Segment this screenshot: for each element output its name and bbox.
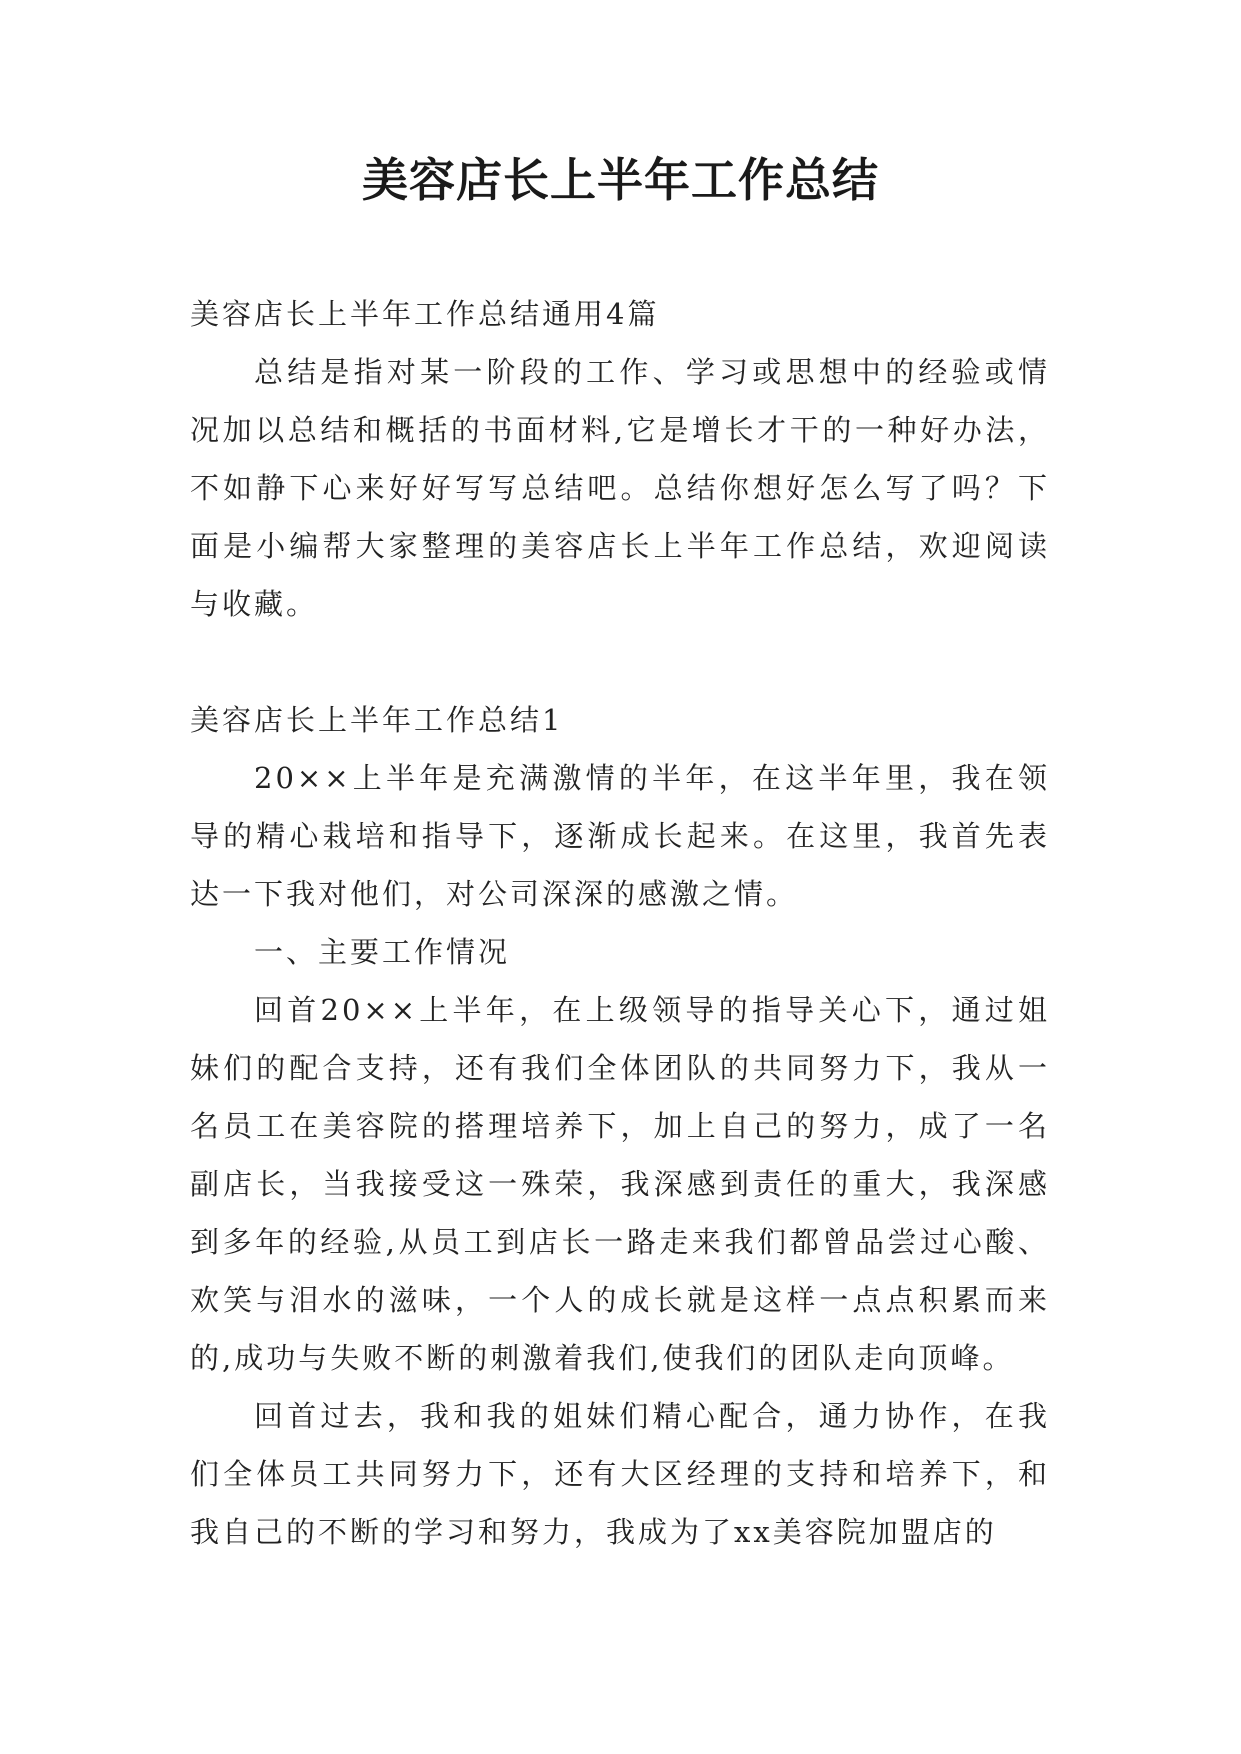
- subtitle-line: 美容店长上半年工作总结通用4篇: [190, 297, 660, 331]
- subsection-heading: 一、主要工作情况: [254, 935, 511, 969]
- paragraph: 回首过去，我和我的姐妹们精心配合，通力协作，在我们全体员工共同努力下，还有大区经理的支持和培养下，和我自己的不断的学习和努力，我成为了xx美容院加盟店的: [190, 1399, 1050, 1549]
- paragraph: 回首20××上半年，在上级领导的指导关心下，通过姐妹们的配合支持，还有我们全体团队的共同努力下，我从一名员工在美容院的搭理培养下，加上自己的努力，成了一名副店长，当我接受这一殊荣，我深感到责任的重大，我深感到多年的经验,从员工到店长一路走来我们都曾品尝过心酸、欢笑与泪水的滋味，一个人的成长就是这样一点点积累而来的,成功与失败不断的刺激着我们,使我们的团队走向顶峰。: [190, 993, 1050, 1375]
- intro-paragraph: 总结是指对某一阶段的工作、学习或思想中的经验或情况加以总结和概括的书面材料,它是增长才干的一种好办法，不如静下心来好好写写总结吧。总结你想好怎么写了吗？下面是小编帮大家整理的美容店长上半年工作总结，欢迎阅读与收藏。: [190, 355, 1050, 621]
- document-body: [190, 285, 1050, 1561]
- document-title: 美容店长上半年工作总结: [362, 153, 879, 207]
- section-heading: 美容店长上半年工作总结1: [190, 703, 564, 737]
- paragraph: 20××上半年是充满激情的半年，在这半年里，我在领导的精心栽培和指导下，逐渐成长起来。在这里，我首先表达一下我对他们，对公司深深的感激之情。: [190, 761, 1050, 911]
